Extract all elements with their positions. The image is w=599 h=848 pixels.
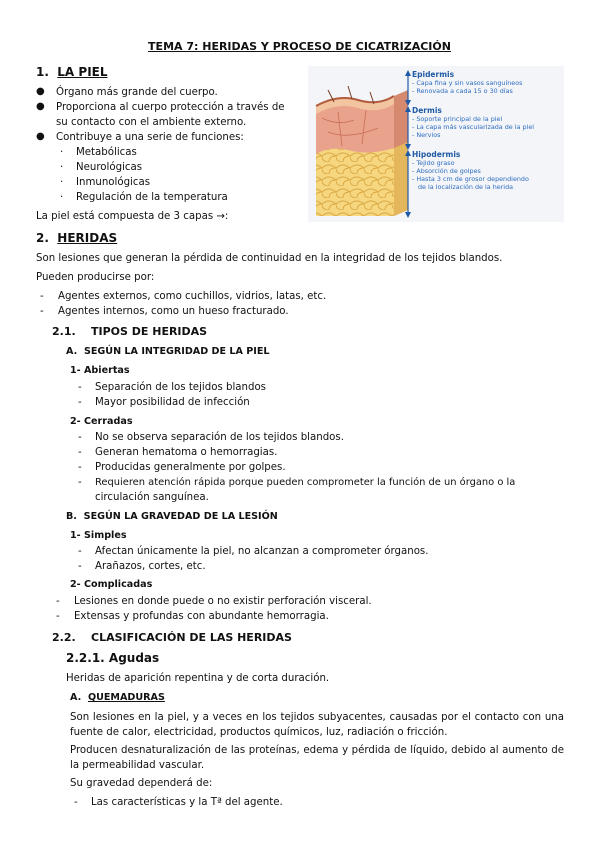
closed-item: No se observa separación de los tejidos blandos. xyxy=(95,432,344,443)
dermis-item: - La capa más vascularizada de la piel xyxy=(412,123,535,131)
dash-icon: - xyxy=(78,382,82,393)
sub-bullet-icon: · xyxy=(60,177,64,188)
section-2-2-1-heading: 2.2.1. Agudas xyxy=(66,651,160,665)
section-1-heading xyxy=(36,66,108,79)
subsection-A-label: A. xyxy=(66,346,78,357)
subsection-A-title: SEGÚN LA INTEGRIDAD DE LA PIEL xyxy=(83,346,270,357)
burns-item: Las características y la Tª del agente. xyxy=(91,797,283,808)
dash-icon: - xyxy=(78,447,82,458)
dash-icon: - xyxy=(40,306,44,317)
layers-line: La piel está compuesta de 3 capas →: xyxy=(36,211,229,222)
burns-paragraph-3: Su gravedad dependerá de: xyxy=(70,778,213,789)
document-title: TEMA 7: HERIDAS Y PROCESO DE CICATRIZACIÓN xyxy=(148,40,451,53)
closed-item: Requieren atención rápida porque pueden comprometer la función de un órgano o la xyxy=(95,477,516,488)
section-2-2-heading xyxy=(52,631,292,644)
section-2-1-title: TIPOS DE HERIDAS xyxy=(91,325,208,338)
burns-paragraph-2: Producen desnaturalización de las proteínas, edema y pérdida de líquido, debido al aumento de la permeabilidad vascular. xyxy=(70,745,564,771)
complicated-wounds-label: 2- Complicadas xyxy=(70,579,153,590)
skin-layers-figure xyxy=(308,66,564,222)
open-wounds-label: 1- Abiertas xyxy=(70,365,130,376)
section-1-title: LA PIEL xyxy=(57,65,108,79)
hipodermis-item: - Absorción de golpes xyxy=(412,167,481,175)
section-2-1-heading xyxy=(52,325,207,338)
section-2-title: HERIDAS xyxy=(57,231,118,245)
function-item: Metabólicas xyxy=(76,147,137,158)
sub-bullet-icon: · xyxy=(60,162,64,173)
subsection-B-label: B. xyxy=(66,511,77,522)
simple-item: Afectan únicamente la piel, no alcanzan a comprometer órganos. xyxy=(95,546,429,557)
epidermis-item: - Capa fina y sin vasos sanguíneos xyxy=(412,79,523,87)
dermis-item: - Soporte principal de la piel xyxy=(412,115,503,123)
burns-label: A. xyxy=(70,692,82,703)
acute-description: Heridas de aparición repentina y de corta duración. xyxy=(66,673,330,684)
bullet-icon: ● xyxy=(36,131,45,142)
s2-intro: Son lesiones que generan la pérdida de continuidad en la integridad de los tejidos blandos. xyxy=(36,253,503,264)
bullet-icon: ● xyxy=(36,101,45,112)
section-2-2-title: CLASIFICACIÓN DE LAS HERIDAS xyxy=(91,631,292,644)
subsection-B-heading xyxy=(66,510,278,523)
closed-item: Producidas generalmente por golpes. xyxy=(95,462,286,473)
sub-bullet-icon: · xyxy=(60,147,64,158)
s1-bullet-3: Contribuye a una serie de funciones: xyxy=(56,132,244,143)
closed-item-cont: circulación sanguínea. xyxy=(95,492,209,503)
epidermis-item: - Renovada a cada 15 o 30 días xyxy=(412,87,513,95)
function-item: Inmunológicas xyxy=(76,177,151,188)
function-item: Regulación de la temperatura xyxy=(76,192,228,203)
dash-icon: - xyxy=(78,561,82,572)
dash-icon: - xyxy=(78,432,82,443)
cause-item: Agentes internos, como un hueso fracturado. xyxy=(58,306,289,317)
s1-bullet-1: Órgano más grande del cuerpo. xyxy=(56,87,218,98)
dermis-label: Dermis xyxy=(412,106,442,115)
dash-icon: - xyxy=(74,797,78,808)
function-item: Neurológicas xyxy=(76,162,143,173)
subsection-A-heading xyxy=(66,345,270,358)
dash-icon: - xyxy=(78,462,82,473)
open-item: Separación de los tejidos blandos xyxy=(95,382,266,393)
s1-bullet-2: Proporciona al cuerpo protección a través de xyxy=(56,102,285,113)
burns-heading xyxy=(70,691,165,704)
complicated-item: Extensas y profundas con abundante hemorragia. xyxy=(74,611,329,622)
dash-icon: - xyxy=(40,291,44,302)
dash-icon: - xyxy=(78,397,82,408)
section-1-number: 1. xyxy=(36,65,49,79)
section-2-number: 2. xyxy=(36,231,49,245)
hipodermis-label: Hipodermis xyxy=(412,150,461,159)
hipodermis-item: de la localización de la herida xyxy=(418,183,514,191)
closed-wounds-label: 2- Cerradas xyxy=(70,416,133,427)
s1-bullet-2-cont: su contacto con el ambiente externo. xyxy=(56,117,247,128)
section-2-heading xyxy=(36,232,117,245)
hipodermis-item: - Hasta 3 cm de grosor dependiendo xyxy=(412,175,529,183)
dash-icon: - xyxy=(56,611,60,622)
hipodermis-item: - Tejido graso xyxy=(412,159,455,167)
dash-icon: - xyxy=(78,546,82,557)
cause-item: Agentes externos, como cuchillos, vidrios, latas, etc. xyxy=(58,291,327,302)
sub-bullet-icon: · xyxy=(60,192,64,203)
dermis-item: - Nervios xyxy=(412,131,441,139)
complicated-item: Lesiones en donde puede o no existir perforación visceral. xyxy=(74,596,372,607)
epidermis-label: Epidermis xyxy=(412,70,455,79)
burns-paragraph-1: Son lesiones en la piel, y a veces en los tejidos subyacentes, causadas por el contacto con una fuente de calor, electricidad, productos químicos, luz, radiación o fricción. xyxy=(70,712,564,738)
closed-item: Generan hematoma o hemorragias. xyxy=(95,447,278,458)
simple-item: Arañazos, cortes, etc. xyxy=(95,561,206,572)
bullet-icon: ● xyxy=(36,86,45,97)
section-2-2-number: 2.2. xyxy=(52,631,76,644)
simple-wounds-label: 1- Simples xyxy=(70,530,127,541)
section-2-1-number: 2.1. xyxy=(52,325,76,338)
dash-icon: - xyxy=(78,477,82,488)
s2-causes-intro: Pueden producirse por: xyxy=(36,272,155,283)
burns-title: QUEMADURAS xyxy=(87,692,165,703)
open-item: Mayor posibilidad de infección xyxy=(95,397,250,408)
dash-icon: - xyxy=(56,596,60,607)
subsection-B-title: SEGÚN LA GRAVEDAD DE LA LESIÓN xyxy=(83,511,278,522)
